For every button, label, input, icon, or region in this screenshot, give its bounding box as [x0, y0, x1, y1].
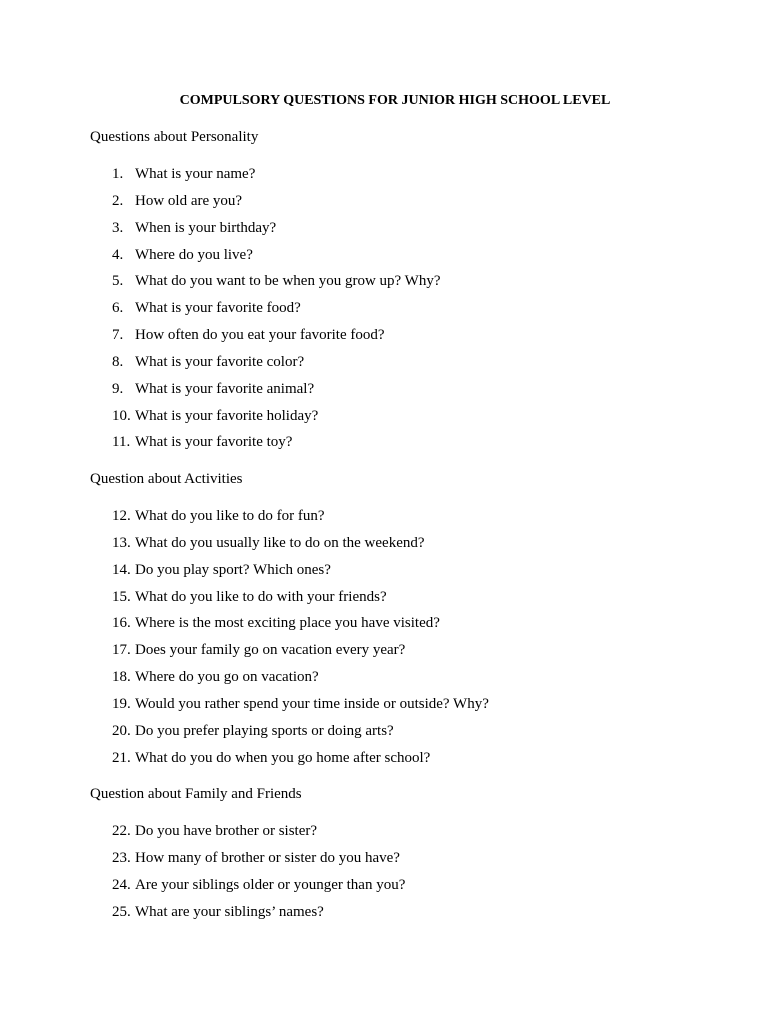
question-text: What are your siblings’ names? — [135, 903, 324, 920]
list-item — [90, 667, 730, 694]
question-number: 8. — [112, 353, 124, 370]
question-number: 4. — [112, 246, 124, 263]
list-item — [90, 298, 730, 325]
question-text: What do you like to do for fun? — [135, 508, 325, 524]
section-heading: Question about Family and Friends — [90, 786, 302, 802]
question-number: 23. — [112, 849, 131, 866]
question-text: What is your name? — [135, 166, 256, 182]
question-text: Where is the most exciting place you have visited? — [135, 615, 440, 632]
question-number: 24. — [112, 876, 131, 893]
question-text: How many of brother or sister do you have? — [135, 849, 400, 866]
list-item — [90, 271, 730, 298]
question-number: 14. — [112, 561, 131, 578]
list-item — [90, 245, 730, 272]
question-number: 18. — [112, 669, 131, 686]
question-text: What is your favorite holiday? — [135, 407, 319, 424]
question-text: What is your favorite color? — [135, 353, 305, 370]
list-item — [90, 640, 730, 667]
question-number: 21. — [112, 749, 131, 766]
list-item — [90, 325, 730, 352]
list-item — [90, 191, 730, 218]
list-item — [90, 560, 730, 587]
list-item — [90, 721, 730, 748]
list-item — [90, 875, 730, 902]
question-number: 11. — [112, 434, 131, 451]
question-list — [90, 506, 730, 774]
question-text: What do you want to be when you grow up? Why? — [135, 273, 441, 290]
question-number: 25. — [112, 903, 131, 920]
question-text: Do you prefer playing sports or doing arts? — [135, 722, 394, 739]
list-item — [90, 406, 730, 433]
section-family-friends — [90, 784, 730, 928]
question-text: Are your siblings older or younger than you? — [135, 876, 406, 893]
section-personality — [90, 127, 730, 459]
question-text: Where do you go on vacation? — [135, 669, 319, 686]
list-item — [90, 613, 730, 640]
question-text: Where do you live? — [135, 246, 253, 263]
list-item — [90, 432, 730, 459]
question-number: 2. — [112, 192, 124, 209]
question-text: Do you play sport? Which ones? — [135, 561, 331, 578]
question-number: 12. — [112, 508, 131, 524]
question-list — [90, 164, 730, 459]
question-list — [90, 821, 730, 928]
list-item — [90, 694, 730, 721]
question-number: 16. — [112, 615, 131, 632]
list-item — [90, 164, 730, 191]
question-text: How often do you eat your favorite food? — [135, 327, 385, 344]
question-number: 22. — [112, 823, 131, 839]
list-item — [90, 218, 730, 245]
question-text: Does your family go on vacation every year? — [135, 642, 406, 659]
question-number: 17. — [112, 642, 131, 659]
list-item — [90, 587, 730, 614]
question-text: What do you like to do with your friends? — [135, 588, 387, 605]
question-number: 5. — [112, 273, 124, 290]
document-title: COMPULSORY QUESTIONS FOR JUNIOR HIGH SCHOOL LEVEL — [179, 93, 611, 108]
question-number: 6. — [112, 300, 124, 317]
question-text: When is your birthday? — [135, 219, 277, 236]
section-activities — [90, 469, 730, 774]
question-number: 3. — [112, 219, 124, 236]
question-text: What is your favorite animal? — [135, 380, 315, 397]
question-number: 19. — [112, 695, 131, 712]
question-text: How old are you? — [135, 192, 243, 209]
list-item — [90, 352, 730, 379]
list-item — [90, 848, 730, 875]
list-item — [90, 379, 730, 406]
question-number: 15. — [112, 588, 131, 605]
question-text: What do you usually like to do on the weekend? — [135, 534, 425, 551]
question-number: 20. — [112, 722, 131, 739]
question-number: 1. — [112, 166, 124, 182]
list-item — [90, 748, 730, 775]
list-item — [90, 533, 730, 560]
list-item — [90, 821, 730, 848]
question-text: Would you rather spend your time inside or outside? Why? — [135, 695, 489, 712]
question-text: What do you do when you go home after school? — [135, 749, 431, 766]
question-text: What is your favorite food? — [135, 300, 301, 317]
question-text: What is your favorite toy? — [135, 434, 293, 451]
question-number: 7. — [112, 327, 124, 344]
list-item — [90, 902, 730, 929]
question-number: 9. — [112, 380, 124, 397]
list-item — [90, 506, 730, 533]
question-text: Do you have brother or sister? — [135, 823, 318, 839]
question-number: 13. — [112, 534, 131, 551]
section-heading: Questions about Personality — [90, 129, 259, 145]
question-number: 10. — [112, 407, 131, 424]
section-heading: Question about Activities — [90, 471, 243, 487]
